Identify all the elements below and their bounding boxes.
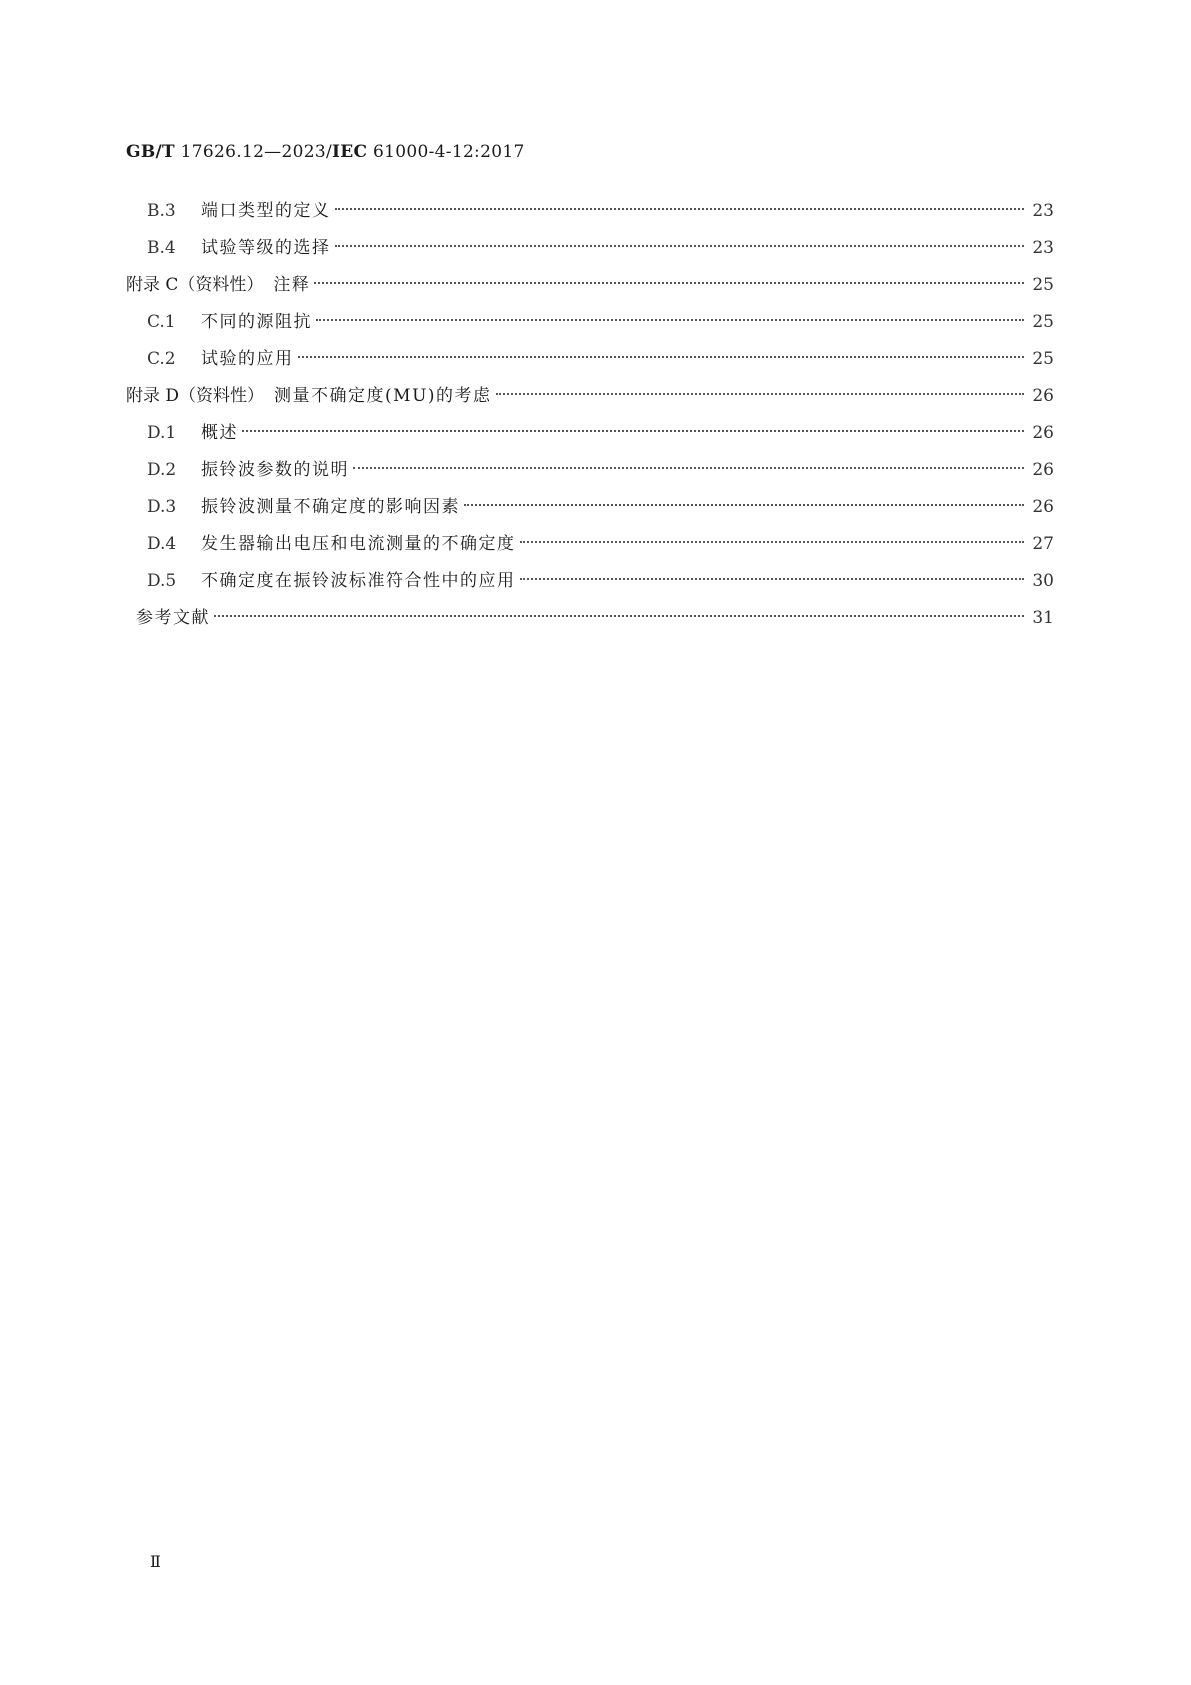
toc-entry-number: D.3 bbox=[147, 497, 177, 517]
toc-entry-number: 附录 D（资料性） bbox=[126, 386, 265, 406]
toc-dot-leader bbox=[335, 245, 1025, 247]
toc-dot-leader bbox=[464, 504, 1024, 506]
toc-entry-page: 31 bbox=[1032, 608, 1054, 628]
page-number: Ⅱ bbox=[150, 1552, 161, 1571]
toc-entry-page: 23 bbox=[1032, 238, 1054, 258]
toc-dot-leader bbox=[520, 541, 1025, 543]
toc-dot-leader bbox=[214, 615, 1024, 617]
toc-entry-b4[interactable] bbox=[126, 230, 1054, 267]
toc-entry-number: D.4 bbox=[147, 534, 177, 554]
toc-entry-page: 26 bbox=[1032, 460, 1054, 480]
toc-entry-title: 端口类型的定义 bbox=[201, 201, 331, 221]
toc-entry-annex-d[interactable] bbox=[126, 378, 1054, 415]
toc-entry-page: 26 bbox=[1032, 497, 1054, 517]
toc-entry-b3[interactable] bbox=[126, 193, 1054, 230]
toc-entry-title: 概述 bbox=[201, 423, 238, 443]
toc-entry-page: 27 bbox=[1032, 534, 1054, 554]
table-of-contents bbox=[126, 193, 1054, 637]
toc-entry-title: 试验的应用 bbox=[201, 349, 294, 369]
toc-entry-page: 30 bbox=[1032, 571, 1054, 591]
toc-dot-leader bbox=[496, 393, 1024, 395]
toc-entry-annex-c[interactable] bbox=[126, 267, 1054, 304]
toc-entry-d3[interactable] bbox=[126, 489, 1054, 526]
standard-prefix: GB/T bbox=[126, 142, 175, 162]
toc-dot-leader bbox=[335, 208, 1025, 210]
toc-entry-number: D.1 bbox=[147, 423, 177, 443]
toc-dot-leader bbox=[242, 430, 1024, 432]
toc-entry-bibliography[interactable] bbox=[126, 600, 1054, 637]
toc-dot-leader bbox=[314, 282, 1024, 284]
toc-entry-page: 25 bbox=[1032, 312, 1054, 332]
toc-entry-number: C.2 bbox=[147, 349, 176, 369]
toc-entry-number: D.2 bbox=[147, 460, 177, 480]
toc-entry-title: 不同的源阻抗 bbox=[201, 312, 312, 332]
toc-entry-page: 26 bbox=[1032, 423, 1054, 443]
document-header bbox=[126, 142, 525, 162]
toc-entry-title: 注释 bbox=[273, 275, 311, 295]
toc-entry-number: B.3 bbox=[147, 201, 176, 221]
toc-entry-page: 25 bbox=[1032, 349, 1054, 369]
toc-entry-c2[interactable] bbox=[126, 341, 1054, 378]
toc-entry-d1[interactable] bbox=[126, 415, 1054, 452]
toc-entry-title: 振铃波参数的说明 bbox=[201, 460, 349, 480]
toc-dot-leader bbox=[316, 319, 1024, 321]
toc-entry-number: D.5 bbox=[147, 571, 177, 591]
toc-entry-page: 26 bbox=[1032, 386, 1054, 406]
toc-entry-number: B.4 bbox=[147, 238, 176, 258]
toc-entry-title: 参考文献 bbox=[136, 608, 210, 628]
standard-number: 17626.12—2023/ bbox=[180, 142, 332, 162]
toc-dot-leader bbox=[353, 467, 1024, 469]
iec-number: 61000-4-12:2017 bbox=[373, 142, 525, 162]
toc-entry-d5[interactable] bbox=[126, 563, 1054, 600]
iec-prefix: IEC bbox=[331, 142, 368, 162]
toc-entry-title: 不确定度在振铃波标准符合性中的应用 bbox=[201, 571, 516, 591]
toc-entry-number: C.1 bbox=[147, 312, 176, 332]
toc-entry-page: 23 bbox=[1032, 201, 1054, 221]
toc-dot-leader bbox=[520, 578, 1025, 580]
toc-entry-d4[interactable] bbox=[126, 526, 1054, 563]
toc-entry-title: 测量不确定度(MU)的考虑 bbox=[274, 386, 492, 406]
toc-entry-title: 试验等级的选择 bbox=[201, 238, 331, 258]
toc-entry-c1[interactable] bbox=[126, 304, 1054, 341]
toc-entry-title: 发生器输出电压和电流测量的不确定度 bbox=[201, 534, 516, 554]
toc-entry-page: 25 bbox=[1032, 275, 1054, 295]
toc-entry-d2[interactable] bbox=[126, 452, 1054, 489]
toc-dot-leader bbox=[298, 356, 1025, 358]
toc-entry-title: 振铃波测量不确定度的影响因素 bbox=[201, 497, 460, 517]
toc-entry-number: 附录 C（资料性） bbox=[126, 275, 264, 295]
